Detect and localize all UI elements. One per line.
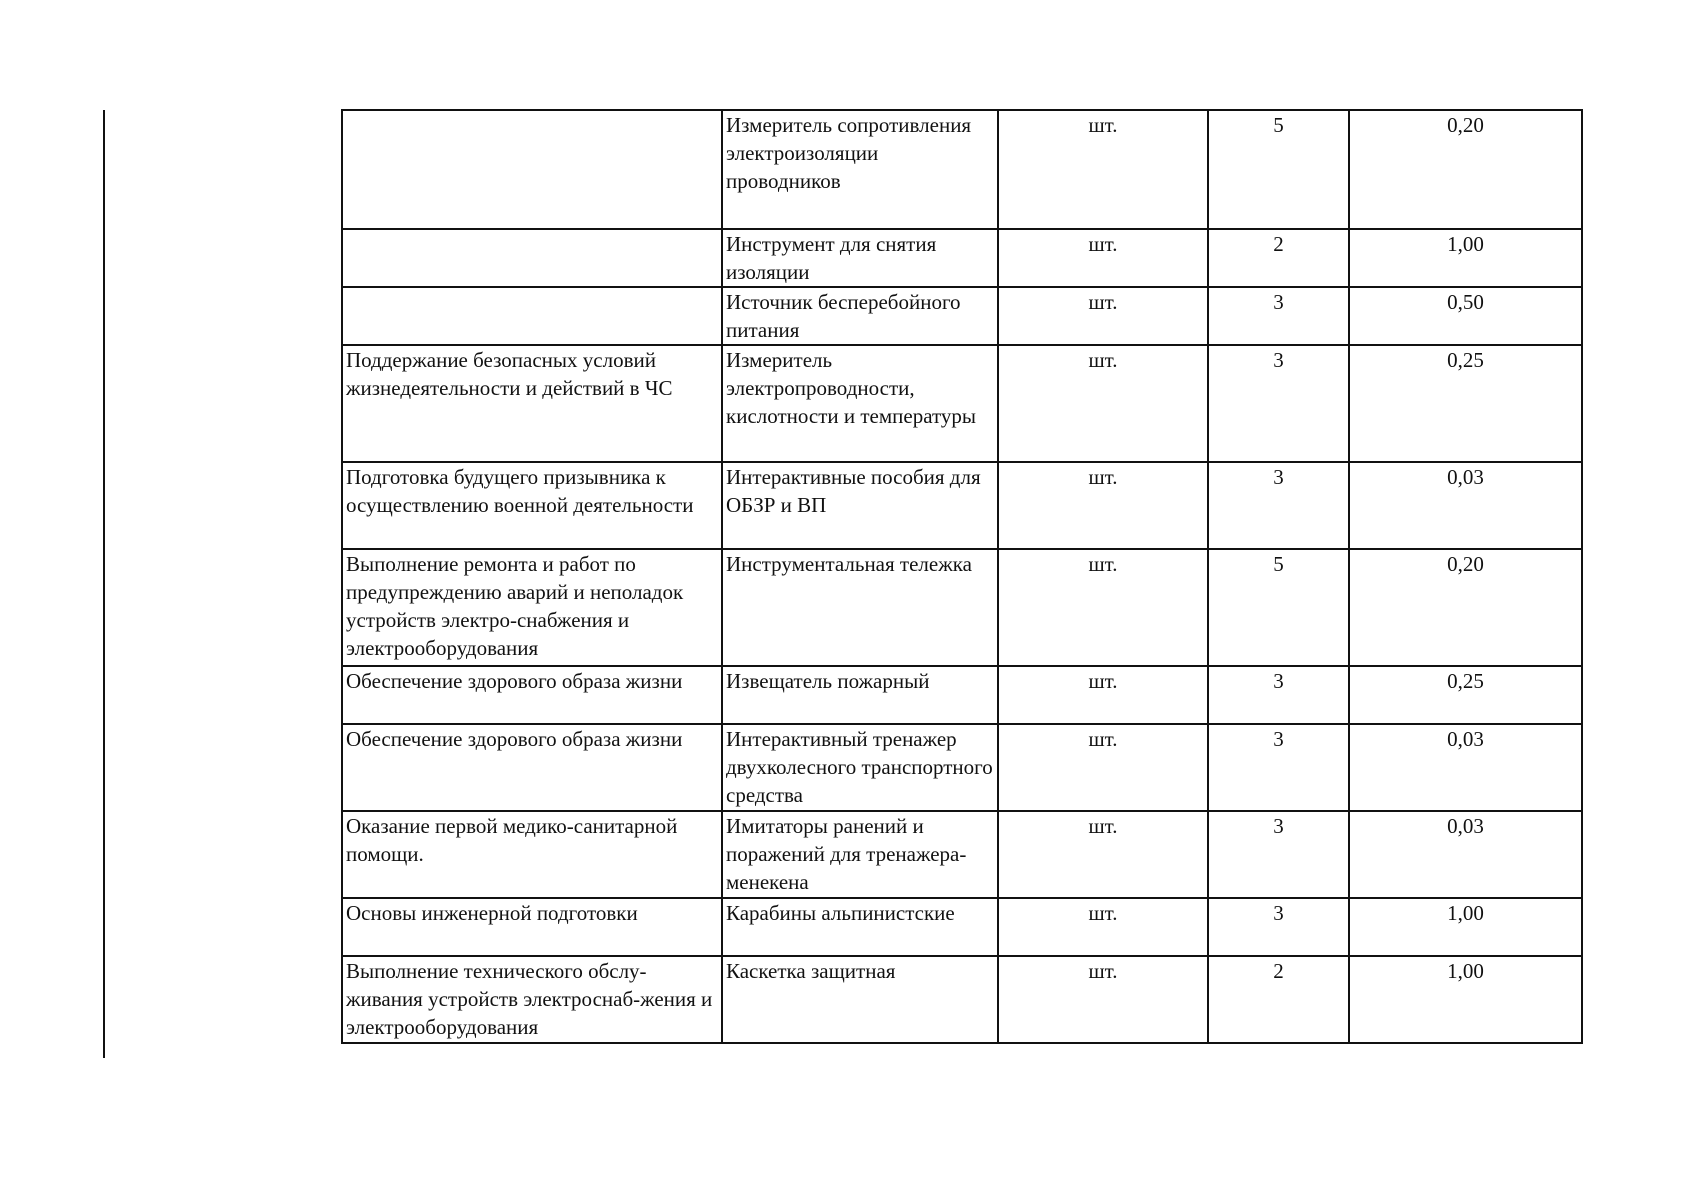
- norm-cell: 1,00: [1349, 956, 1582, 1043]
- unit-cell: шт.: [998, 549, 1208, 666]
- norm-cell: 0,20: [1349, 549, 1582, 666]
- qty-cell: 3: [1208, 287, 1349, 345]
- discipline-cell: [342, 110, 722, 229]
- item-cell: Имитаторы ранений и поражений для тренажера-менекена: [722, 811, 998, 898]
- table-row: [342, 898, 1582, 956]
- unit-cell: шт.: [998, 956, 1208, 1043]
- discipline-cell: Основы инженерной подготовки: [342, 898, 722, 956]
- item-cell: Карабины альпинистские: [722, 898, 998, 956]
- table-row: [342, 724, 1582, 811]
- discipline-cell: Поддержание безопасных условий жизнедеятельности и действий в ЧС: [342, 345, 722, 462]
- table-row: [342, 956, 1582, 1043]
- norm-cell: 1,00: [1349, 898, 1582, 956]
- unit-cell: шт.: [998, 345, 1208, 462]
- qty-cell: 3: [1208, 898, 1349, 956]
- discipline-cell: Выполнение ремонта и работ по предупреждению аварий и неполадок устройств электро-снабжения и электрооборудования: [342, 549, 722, 666]
- qty-cell: 3: [1208, 345, 1349, 462]
- item-cell: Измеритель электропроводности, кислотности и температуры: [722, 345, 998, 462]
- norm-cell: 1,00: [1349, 229, 1582, 287]
- equipment-table: [341, 109, 1583, 1044]
- qty-cell: 2: [1208, 229, 1349, 287]
- item-cell: Источник бесперебойного питания: [722, 287, 998, 345]
- discipline-cell: Оказание первой медико-санитарной помощи.: [342, 811, 722, 898]
- norm-cell: 0,03: [1349, 462, 1582, 549]
- table-row: [342, 110, 1582, 229]
- table-row: [342, 287, 1582, 345]
- unit-cell: шт.: [998, 666, 1208, 724]
- left-margin-rule: [103, 110, 105, 1058]
- norm-cell: 0,25: [1349, 345, 1582, 462]
- unit-cell: шт.: [998, 229, 1208, 287]
- unit-cell: шт.: [998, 287, 1208, 345]
- discipline-cell: [342, 287, 722, 345]
- qty-cell: 3: [1208, 724, 1349, 811]
- qty-cell: 3: [1208, 666, 1349, 724]
- discipline-cell: [342, 229, 722, 287]
- unit-cell: шт.: [998, 110, 1208, 229]
- norm-cell: 0,20: [1349, 110, 1582, 229]
- norm-cell: 0,03: [1349, 811, 1582, 898]
- unit-cell: шт.: [998, 898, 1208, 956]
- table-row: [342, 229, 1582, 287]
- qty-cell: 5: [1208, 549, 1349, 666]
- table-row: [342, 811, 1582, 898]
- discipline-cell: Обеспечение здорового образа жизни: [342, 724, 722, 811]
- qty-cell: 5: [1208, 110, 1349, 229]
- item-cell: Интерактивный тренажер двухколесного транспортного средства: [722, 724, 998, 811]
- norm-cell: 0,50: [1349, 287, 1582, 345]
- item-cell: Интерактивные пособия для ОБЗР и ВП: [722, 462, 998, 549]
- unit-cell: шт.: [998, 462, 1208, 549]
- table-row: [342, 549, 1582, 666]
- item-cell: Инструментальная тележка: [722, 549, 998, 666]
- table-row: [342, 345, 1582, 462]
- qty-cell: 2: [1208, 956, 1349, 1043]
- norm-cell: 0,25: [1349, 666, 1582, 724]
- unit-cell: шт.: [998, 724, 1208, 811]
- item-cell: Каскетка защитная: [722, 956, 998, 1043]
- qty-cell: 3: [1208, 462, 1349, 549]
- item-cell: Извещатель пожарный: [722, 666, 998, 724]
- discipline-cell: Выполнение технического обслу-живания устройств электроснаб-жения и электрооборудования: [342, 956, 722, 1043]
- discipline-cell: Обеспечение здорового образа жизни: [342, 666, 722, 724]
- table-row: [342, 462, 1582, 549]
- item-cell: Инструмент для снятия изоляции: [722, 229, 998, 287]
- norm-cell: 0,03: [1349, 724, 1582, 811]
- item-cell: Измеритель сопротивления электроизоляции проводников: [722, 110, 998, 229]
- table-row: [342, 666, 1582, 724]
- unit-cell: шт.: [998, 811, 1208, 898]
- qty-cell: 3: [1208, 811, 1349, 898]
- discipline-cell: Подготовка будущего призывника к осуществлению военной деятельности: [342, 462, 722, 549]
